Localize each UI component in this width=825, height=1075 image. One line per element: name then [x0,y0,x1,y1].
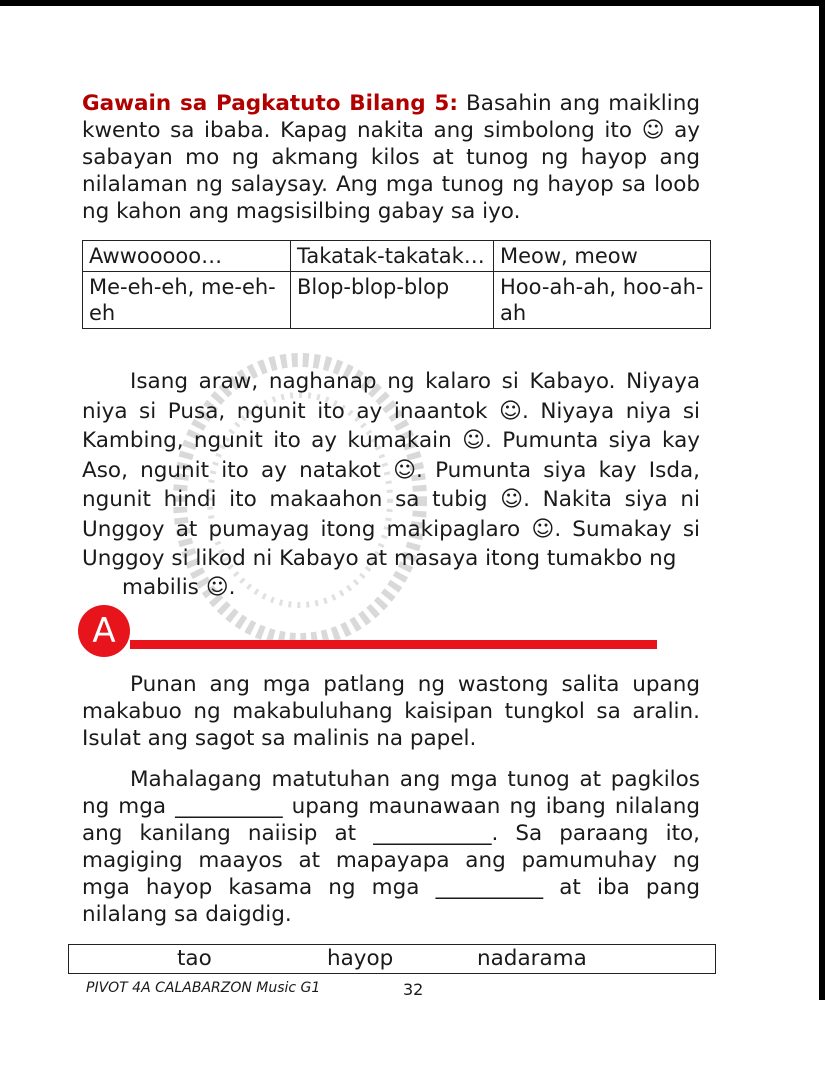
word-choice: nadarama [477,946,587,971]
table-row [83,241,711,272]
fill-in-paragraph [82,766,700,928]
story-text: . Pumunta siya kay Isda, ngunit hindi ito makaahon sa tubig [82,457,700,512]
story-text: mabilis [122,575,206,600]
word-choice: hayop [327,946,394,971]
page-border-right [819,0,825,1000]
blank: __________ [175,794,283,819]
table-row [83,272,711,329]
blank: ___________ [373,821,492,846]
smiley-icon: ☺ [500,487,524,512]
smiley-icon: ☺ [531,516,555,542]
activity-intro [82,90,700,225]
fill-text: at iba pang nilalang sa daigdig. [82,875,701,927]
fill-text: . Sa paraang ito, magiging maayos at mapayapa ang pamumuhay ng mga hayop kasama ng mga [82,821,700,900]
fill-text: Mahalagang matutuhan ang mga tunog at pagkilos ng mga [82,767,700,819]
page-number: 32 [403,980,424,999]
story-text: Isang araw, naghanap ng kalaro si Kabayo. Niyaya niya si Pusa, ngunit ito ay inaantok [82,369,700,424]
smiley-icon: ☺ [641,118,665,143]
intro-text-1: Basahin ang maikling kwento sa ibaba. Kapag nakita ang simbolong ito [82,91,700,143]
story-text: . Niyaya niya si Kambing, ngunit ito ay kumakain [82,398,700,453]
blank: __________ [435,875,544,900]
story-text: . Nakita siya ni Unggoy at pumayag itong makipaglaro [82,487,700,542]
page-border-top [0,0,825,6]
table-cell: Me-eh-eh, me-eh-eh [83,272,291,329]
table-cell: Hoo-ah-ah, hoo-ah-ah [494,272,711,329]
intro-text-2: ay sabayan mo ng akmang kilos at tunog ng hayop ang nilalaman ng salaysay. Ang mga tunog ng hayop sa loob ng kahon ang magsisilbing gabay sa iyo. [82,118,701,224]
smiley-icon: ☺ [499,398,522,424]
story-text: . Sumakay si Unggoy si likod ni Kabayo at masaya itong tumakbo ng [82,516,700,571]
story-text: . Pumunta siya kay Aso, ngunit ito ay natakot [82,428,700,483]
word-choices-box [68,944,716,974]
instruction-paragraph [82,671,700,752]
smiley-icon: ☺ [205,575,229,600]
word-choice: tao [177,946,212,971]
table-cell: Awwooooo… [83,241,291,272]
smiley-icon: ☺ [393,457,417,483]
smiley-icon: ☺ [462,428,486,453]
table-cell: Meow, meow [494,241,711,272]
section-divider-bar [130,640,657,649]
footer-source: PIVOT 4A CALABARZON Music G1 [86,980,321,996]
story-last-line [122,575,236,600]
activity-title: Gawain sa Pagkatuto Bilang 5: [82,91,458,116]
story-paragraph [82,367,700,574]
animal-sounds-table [82,240,711,329]
table-cell: Blop-blop-blop [291,272,494,329]
instruction-text: Punan ang mga patlang ng wastong salita upang makabuo ng makabuluhang kaisipan tungkol sa aralin. Isulat ang sagot sa malinis na papel. [82,672,700,751]
table-cell: Takatak-takatak… [291,241,494,272]
story-text: . [228,575,236,600]
fill-text: upang maunawaan ng ibang nilalang ang kanilang naiisip at [82,794,700,846]
section-badge: A [78,605,130,657]
